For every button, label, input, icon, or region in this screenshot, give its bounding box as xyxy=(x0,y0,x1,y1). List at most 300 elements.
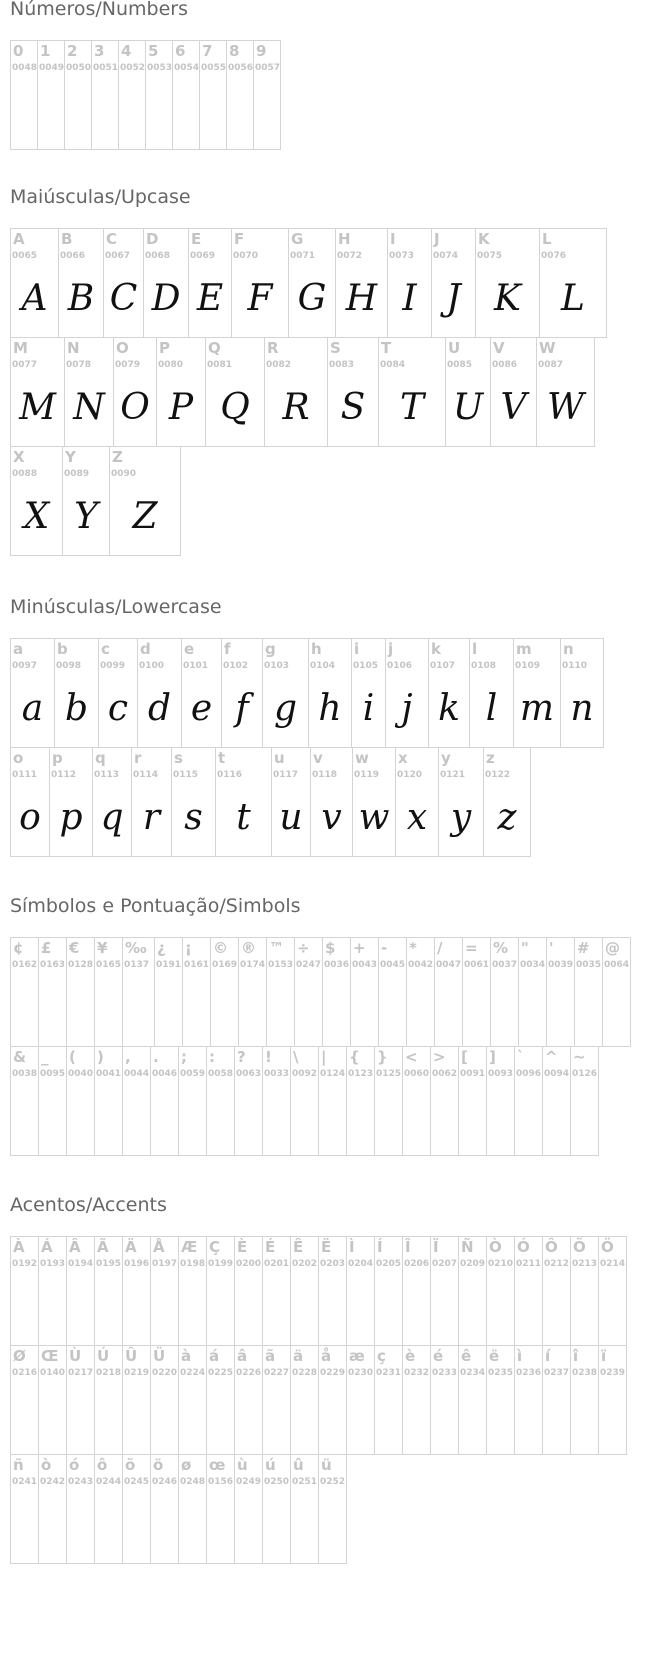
character-code: 0075 xyxy=(477,251,503,261)
character-grid-numbers xyxy=(10,40,280,149)
character-code: 0233 xyxy=(432,1368,458,1378)
character-code: 0088 xyxy=(12,469,38,479)
character-code: 0225 xyxy=(208,1368,234,1378)
character-label: 4 xyxy=(121,42,132,60)
glyph-cell xyxy=(475,228,540,338)
script-glyph-preview: q xyxy=(100,797,124,838)
character-label: ï xyxy=(601,1347,607,1365)
glyph-cell xyxy=(514,1345,543,1455)
script-glyph-preview: n xyxy=(570,688,594,729)
glyph-cell xyxy=(490,337,537,447)
glyph-cell xyxy=(10,747,50,857)
character-label: t xyxy=(218,749,226,767)
script-glyph-preview: h xyxy=(318,688,342,729)
character-label: ™ xyxy=(269,939,284,957)
script-glyph-preview: C xyxy=(109,278,138,319)
character-label: É xyxy=(265,1238,276,1256)
glyph-cell xyxy=(131,747,172,857)
character-code: 0231 xyxy=(376,1368,402,1378)
character-code: 0096 xyxy=(516,1069,542,1079)
character-code: 0205 xyxy=(376,1259,402,1269)
character-label: Ë xyxy=(321,1238,332,1256)
character-code: 0093 xyxy=(488,1069,514,1079)
character-label: r xyxy=(134,749,142,767)
glyph-cell xyxy=(288,228,336,338)
character-code: 0100 xyxy=(139,661,165,671)
glyph-cell xyxy=(513,638,561,748)
character-code: 0095 xyxy=(40,1069,66,1079)
character-label: P xyxy=(159,339,170,357)
character-code: 0241 xyxy=(12,1477,38,1487)
script-glyph-preview: k xyxy=(438,688,460,729)
character-code: 0214 xyxy=(600,1259,626,1269)
character-code: 0211 xyxy=(516,1259,542,1269)
character-label: + xyxy=(353,939,366,957)
character-label: ^ xyxy=(545,1048,558,1066)
character-code: 0209 xyxy=(460,1259,486,1269)
glyph-cell xyxy=(445,337,491,447)
glyph-cell xyxy=(469,638,514,748)
character-label: _ xyxy=(41,1048,49,1066)
script-glyph-preview: B xyxy=(67,278,95,319)
character-code: 0065 xyxy=(12,251,38,261)
character-code: 0103 xyxy=(264,661,290,671)
character-label: / xyxy=(437,939,443,957)
glyph-cell xyxy=(253,40,281,150)
glyph-row xyxy=(10,40,280,149)
glyph-cell xyxy=(308,638,352,748)
character-label: ~ xyxy=(573,1048,586,1066)
character-grid-symbols xyxy=(10,937,630,1155)
glyph-cell xyxy=(150,1046,179,1156)
character-code: 0216 xyxy=(12,1368,38,1378)
glyph-cell xyxy=(458,1046,487,1156)
character-code: 0218 xyxy=(96,1368,122,1378)
glyph-cell xyxy=(458,1236,487,1346)
character-label: Õ xyxy=(573,1238,586,1256)
glyph-cell xyxy=(199,40,227,150)
character-label: ô xyxy=(97,1456,108,1474)
character-label: H xyxy=(338,230,351,248)
character-code: 0042 xyxy=(408,960,434,970)
character-code: 0062 xyxy=(432,1069,458,1079)
glyph-cell xyxy=(352,747,396,857)
character-label: C xyxy=(106,230,118,248)
glyph-cell xyxy=(64,40,92,150)
character-code: 0064 xyxy=(604,960,630,970)
character-label: x xyxy=(398,749,408,767)
character-code: 0252 xyxy=(320,1477,346,1487)
character-label: ç xyxy=(377,1347,386,1365)
script-glyph-preview: y xyxy=(450,797,472,838)
glyph-cell xyxy=(94,1046,123,1156)
character-label: ä xyxy=(293,1347,304,1365)
character-label: ò xyxy=(41,1456,52,1474)
glyph-cell xyxy=(346,1236,375,1346)
glyph-cell xyxy=(49,747,93,857)
character-label: $ xyxy=(325,939,336,957)
character-label: : xyxy=(209,1048,215,1066)
character-label: ¡ xyxy=(185,939,192,957)
glyph-cell xyxy=(122,1236,151,1346)
script-glyph-preview: p xyxy=(59,797,83,838)
glyph-cell xyxy=(335,228,388,338)
glyph-cell xyxy=(91,40,119,150)
character-label: < xyxy=(405,1048,418,1066)
character-code: 0048 xyxy=(12,63,38,73)
character-label: { xyxy=(349,1048,360,1066)
character-code: 0237 xyxy=(544,1368,570,1378)
glyph-cell xyxy=(64,337,114,447)
glyph-row xyxy=(10,937,630,1046)
character-code: 0251 xyxy=(292,1477,318,1487)
character-label: l xyxy=(472,640,478,658)
glyph-cell xyxy=(490,937,519,1047)
glyph-cell xyxy=(346,1046,375,1156)
glyph-cell xyxy=(374,1236,403,1346)
character-label: y xyxy=(441,749,451,767)
glyph-cell xyxy=(402,1236,431,1346)
character-label: Y xyxy=(65,448,76,466)
character-label: p xyxy=(52,749,63,767)
glyph-cell xyxy=(94,1345,123,1455)
character-label: U xyxy=(448,339,461,357)
character-code: 0197 xyxy=(152,1259,178,1269)
glyph-cell xyxy=(54,638,99,748)
character-code: 0041 xyxy=(96,1069,122,1079)
glyph-cell xyxy=(109,446,181,556)
script-glyph-preview: x xyxy=(406,797,428,838)
character-label: 9 xyxy=(256,42,267,60)
character-code: 0206 xyxy=(404,1259,430,1269)
glyph-cell xyxy=(318,1454,347,1564)
character-label: Ô xyxy=(545,1238,558,1256)
character-label: Ç xyxy=(209,1238,221,1256)
character-label: b xyxy=(57,640,68,658)
character-label: N xyxy=(67,339,80,357)
glyph-cell xyxy=(598,1345,627,1455)
character-code: 0061 xyxy=(464,960,490,970)
character-label: 8 xyxy=(229,42,240,60)
glyph-cell xyxy=(546,937,575,1047)
character-label: ¥ xyxy=(97,939,108,957)
glyph-cell xyxy=(137,638,182,748)
character-code: 0201 xyxy=(264,1259,290,1269)
character-code: 0204 xyxy=(348,1259,374,1269)
glyph-cell xyxy=(66,1236,95,1346)
character-label: Í xyxy=(377,1238,383,1256)
character-code: 0161 xyxy=(184,960,210,970)
character-code: 0073 xyxy=(389,251,415,261)
character-code: 0246 xyxy=(152,1477,178,1487)
script-glyph-preview: T xyxy=(399,387,424,428)
character-label: å xyxy=(321,1347,332,1365)
character-code: 0229 xyxy=(320,1368,346,1378)
character-label: È xyxy=(237,1238,248,1256)
glyph-cell xyxy=(206,1236,235,1346)
character-label: Œ xyxy=(41,1347,59,1365)
character-label: ù xyxy=(237,1456,248,1474)
character-code: 0194 xyxy=(68,1259,94,1269)
character-code: 0055 xyxy=(201,63,227,73)
character-label: Å xyxy=(153,1238,165,1256)
character-label: ú xyxy=(265,1456,276,1474)
script-glyph-preview: a xyxy=(21,688,44,729)
character-label: ‰ xyxy=(125,939,147,957)
character-code: 0217 xyxy=(68,1368,94,1378)
glyph-row xyxy=(10,446,606,555)
section-title-symbols: Símbolos e Pontuação/Simbols xyxy=(10,895,301,917)
glyph-cell xyxy=(234,1454,263,1564)
glyph-cell xyxy=(262,1046,291,1156)
glyph-cell xyxy=(150,1345,179,1455)
character-code: 0198 xyxy=(180,1259,206,1269)
script-glyph-preview: F xyxy=(247,278,273,319)
character-code: 0033 xyxy=(264,1069,290,1079)
character-code: 0247 xyxy=(296,960,322,970)
character-code: 0228 xyxy=(292,1368,318,1378)
glyph-cell xyxy=(430,1236,459,1346)
glyph-row xyxy=(10,1454,626,1563)
character-label: E xyxy=(191,230,202,248)
character-code: 0115 xyxy=(173,770,199,780)
glyph-cell xyxy=(10,1454,39,1564)
script-glyph-preview: E xyxy=(196,278,224,319)
character-code: 0107 xyxy=(430,661,456,671)
glyph-cell xyxy=(542,1345,571,1455)
glyph-cell xyxy=(234,1236,263,1346)
character-label: ' xyxy=(549,939,554,957)
script-glyph-preview: A xyxy=(21,278,48,319)
glyph-cell xyxy=(38,1236,67,1346)
glyph-row xyxy=(10,1236,626,1345)
character-code: 0220 xyxy=(152,1368,178,1378)
character-code: 0126 xyxy=(572,1069,598,1079)
glyph-cell xyxy=(570,1046,599,1156)
character-code: 0202 xyxy=(292,1259,318,1269)
character-code: 0038 xyxy=(12,1069,38,1079)
character-code: 0226 xyxy=(236,1368,262,1378)
character-code: 0245 xyxy=(124,1477,150,1487)
character-label: Ó xyxy=(517,1238,530,1256)
character-label: X xyxy=(13,448,25,466)
character-label: ì xyxy=(517,1347,523,1365)
character-label: z xyxy=(486,749,495,767)
character-label: > xyxy=(433,1048,446,1066)
glyph-cell xyxy=(351,638,386,748)
character-code: 0059 xyxy=(180,1069,206,1079)
glyph-cell xyxy=(205,337,265,447)
glyph-cell xyxy=(290,1345,319,1455)
character-code: 0091 xyxy=(460,1069,486,1079)
character-code: 0057 xyxy=(255,63,281,73)
glyph-cell xyxy=(38,937,67,1047)
script-glyph-preview: S xyxy=(340,387,366,428)
glyph-cell xyxy=(290,1454,319,1564)
character-label: Î xyxy=(405,1238,411,1256)
character-label: œ xyxy=(209,1456,226,1474)
section-title-upcase: Maiúsculas/Upcase xyxy=(10,186,191,208)
character-label: 0 xyxy=(13,42,24,60)
character-label: G xyxy=(291,230,304,248)
script-glyph-preview: J xyxy=(446,278,461,319)
glyph-cell xyxy=(406,937,435,1047)
script-glyph-preview: j xyxy=(401,688,413,729)
character-code: 0084 xyxy=(380,360,406,370)
character-code: 0165 xyxy=(96,960,122,970)
character-label: € xyxy=(69,939,80,957)
character-code: 0035 xyxy=(576,960,602,970)
script-glyph-preview: w xyxy=(358,797,390,838)
glyph-cell xyxy=(486,1236,515,1346)
glyph-cell xyxy=(171,747,216,857)
character-label: Â xyxy=(69,1238,81,1256)
character-label: d xyxy=(140,640,151,658)
script-glyph-preview: P xyxy=(168,387,194,428)
character-code: 0110 xyxy=(562,661,588,671)
character-label: ; xyxy=(181,1048,187,1066)
glyph-cell xyxy=(226,40,254,150)
character-code: 0213 xyxy=(572,1259,598,1269)
glyph-cell xyxy=(38,1345,67,1455)
character-code: 0106 xyxy=(387,661,413,671)
character-label: v xyxy=(313,749,323,767)
character-code: 0244 xyxy=(96,1477,122,1487)
character-code: 0094 xyxy=(544,1069,570,1079)
glyph-cell xyxy=(234,1345,263,1455)
character-label: û xyxy=(293,1456,304,1474)
glyph-cell xyxy=(431,228,476,338)
character-code: 0169 xyxy=(212,960,238,970)
character-label: à xyxy=(181,1347,192,1365)
glyph-cell xyxy=(182,937,211,1047)
glyph-cell xyxy=(38,1454,67,1564)
glyph-cell xyxy=(387,228,432,338)
character-label: L xyxy=(542,230,552,248)
character-code: 0113 xyxy=(94,770,120,780)
character-code: 0056 xyxy=(228,63,254,73)
glyph-row xyxy=(10,747,603,856)
character-label: á xyxy=(209,1347,220,1365)
character-label: , xyxy=(125,1048,131,1066)
character-label: - xyxy=(381,939,388,957)
glyph-cell xyxy=(350,937,379,1047)
character-code: 0227 xyxy=(264,1368,290,1378)
character-code: 0123 xyxy=(348,1069,374,1079)
character-label: J xyxy=(434,230,440,248)
script-glyph-preview: Q xyxy=(220,387,250,428)
glyph-row xyxy=(10,337,606,446)
character-code: 0086 xyxy=(492,360,518,370)
glyph-cell xyxy=(536,337,595,447)
character-label: ? xyxy=(237,1048,246,1066)
character-code: 0122 xyxy=(485,770,511,780)
glyph-cell xyxy=(318,1345,347,1455)
character-label: } xyxy=(377,1048,388,1066)
character-label: D xyxy=(146,230,159,248)
character-code: 0051 xyxy=(93,63,119,73)
script-glyph-preview: N xyxy=(73,387,105,428)
glyph-cell xyxy=(570,1345,599,1455)
glyph-row xyxy=(10,638,603,747)
glyph-cell xyxy=(318,1236,347,1346)
character-code: 0128 xyxy=(68,960,94,970)
glyph-cell xyxy=(378,337,446,447)
character-code: 0101 xyxy=(183,661,209,671)
character-grid-upcase xyxy=(10,228,606,555)
character-label: ü xyxy=(321,1456,332,1474)
script-glyph-preview: s xyxy=(184,797,203,838)
glyph-cell xyxy=(598,1236,627,1346)
section-title-accents: Acentos/Accents xyxy=(10,1194,167,1216)
glyph-cell xyxy=(178,1345,207,1455)
character-label: ø xyxy=(181,1456,192,1474)
glyph-cell xyxy=(10,1046,39,1156)
character-label: Ú xyxy=(97,1347,110,1365)
glyph-cell xyxy=(574,937,603,1047)
character-code: 0074 xyxy=(433,251,459,261)
glyph-cell xyxy=(234,1046,263,1156)
glyph-cell xyxy=(188,228,232,338)
character-label: ¢ xyxy=(13,939,24,957)
character-label: ` xyxy=(517,1048,525,1066)
character-label: Q xyxy=(208,339,221,357)
glyph-cell xyxy=(542,1046,571,1156)
glyph-cell xyxy=(66,1046,95,1156)
glyph-cell xyxy=(570,1236,599,1346)
character-label: # xyxy=(577,939,590,957)
character-code: 0242 xyxy=(40,1477,66,1487)
character-label: ( xyxy=(69,1048,76,1066)
character-label: f xyxy=(224,640,231,658)
character-label: F xyxy=(234,230,245,248)
character-label: Ñ xyxy=(461,1238,474,1256)
character-code: 0078 xyxy=(66,360,92,370)
character-code: 0232 xyxy=(404,1368,430,1378)
glyph-cell xyxy=(10,446,63,556)
glyph-cell xyxy=(156,337,206,447)
glyph-cell xyxy=(94,1454,123,1564)
character-code: 0124 xyxy=(320,1069,346,1079)
character-code: 0069 xyxy=(190,251,216,261)
character-code: 0235 xyxy=(488,1368,514,1378)
character-label: % xyxy=(493,939,509,957)
glyph-cell xyxy=(374,1046,403,1156)
script-glyph-preview: o xyxy=(19,797,41,838)
character-label: Ì xyxy=(349,1238,355,1256)
character-label: i xyxy=(354,640,360,658)
script-glyph-preview: I xyxy=(402,278,417,319)
glyph-cell xyxy=(206,1046,235,1156)
glyph-cell xyxy=(539,228,607,338)
character-label: e xyxy=(184,640,195,658)
character-label: Ï xyxy=(433,1238,439,1256)
character-code: 0054 xyxy=(174,63,200,73)
character-code: 0163 xyxy=(40,960,66,970)
character-label: ® xyxy=(241,939,256,957)
character-code: 0082 xyxy=(266,360,292,370)
glyph-cell xyxy=(150,1236,179,1346)
character-code: 0077 xyxy=(12,360,38,370)
character-code: 0043 xyxy=(352,960,378,970)
character-label: n xyxy=(563,640,574,658)
character-label: B xyxy=(61,230,73,248)
section-title-numbers: Números/Numbers xyxy=(10,0,188,20)
character-code: 0153 xyxy=(268,960,294,970)
script-glyph-preview: W xyxy=(546,387,584,428)
character-code: 0210 xyxy=(488,1259,514,1269)
character-code: 0040 xyxy=(68,1069,94,1079)
